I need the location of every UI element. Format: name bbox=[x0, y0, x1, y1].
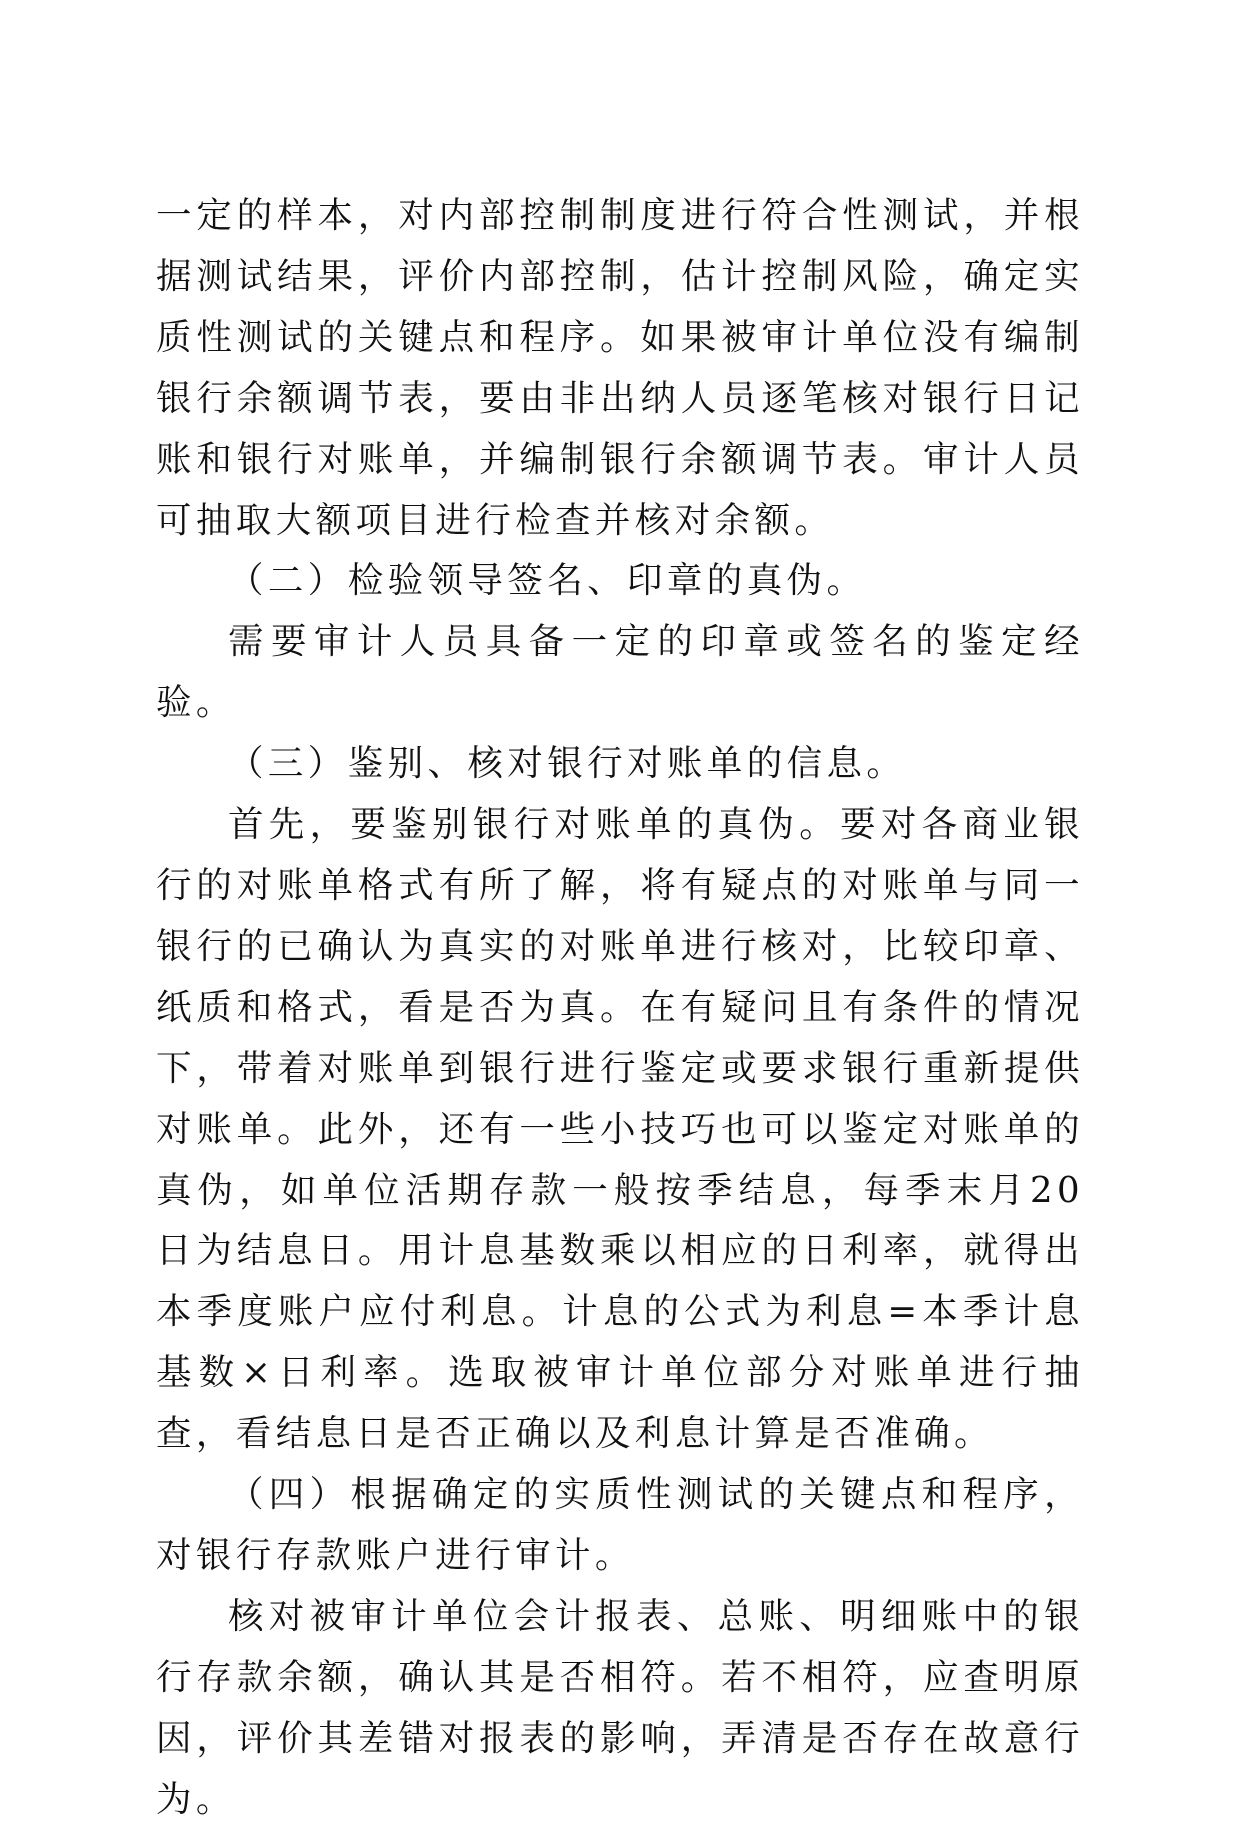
section-heading-3: （三）鉴别、核对银行对账单的信息。 bbox=[228, 743, 907, 785]
paragraph: 首先，要鉴别银行对账单的真伪。要对各商业银行的对账单格式有所了解，将有疑点的对账单与同一银行的已确认为真实的对账单进行核对，比较印章、纸质和格式，看是否为真。在有疑问且有条件的情况下，带着对账单到银行进行鉴定或要求银行重新提供对账单。此外，还有一些小技巧也可以鉴定对账单的真伪，如单位活期存款一般按季结息，每季末月20日为结息日。用计息基数乘以相应的日利率，就得出本季度账户应付利息。计息的公式为利息=本季计息基数×日利率。选取被审计单位部分对账单进行抽查，看结息日是否正确以及利息计算是否准确。 bbox=[156, 804, 1084, 1455]
document-body bbox=[156, 186, 1084, 1830]
paragraph-continuation: 一定的样本，对内部控制制度进行符合性测试，并根据测试结果，评价内部控制，估计控制风险，确定实质性测试的关键点和程序。如果被审计单位没有编制银行余额调节表，要由非出纳人员逐笔核对银行日记账和银行对账单，并编制银行余额调节表。审计人员可抽取大额项目进行检查并核对余额。 bbox=[156, 195, 1084, 541]
section-heading-2: （二）检验领导签名、印章的真伪。 bbox=[228, 560, 867, 602]
section-heading-4: （四）根据确定的实质性测试的关键点和程序，对银行存款账户进行审计。 bbox=[156, 1474, 1084, 1576]
paragraph: 需要审计人员具备一定的印章或签名的鉴定经验。 bbox=[156, 621, 1084, 724]
paragraph: 核对被审计单位会计报表、总账、明细账中的银行存款余额，确认其是否相符。若不相符，应查明原因，评价其差错对报表的影响，弄清是否存在故意行为。 bbox=[156, 1595, 1084, 1820]
